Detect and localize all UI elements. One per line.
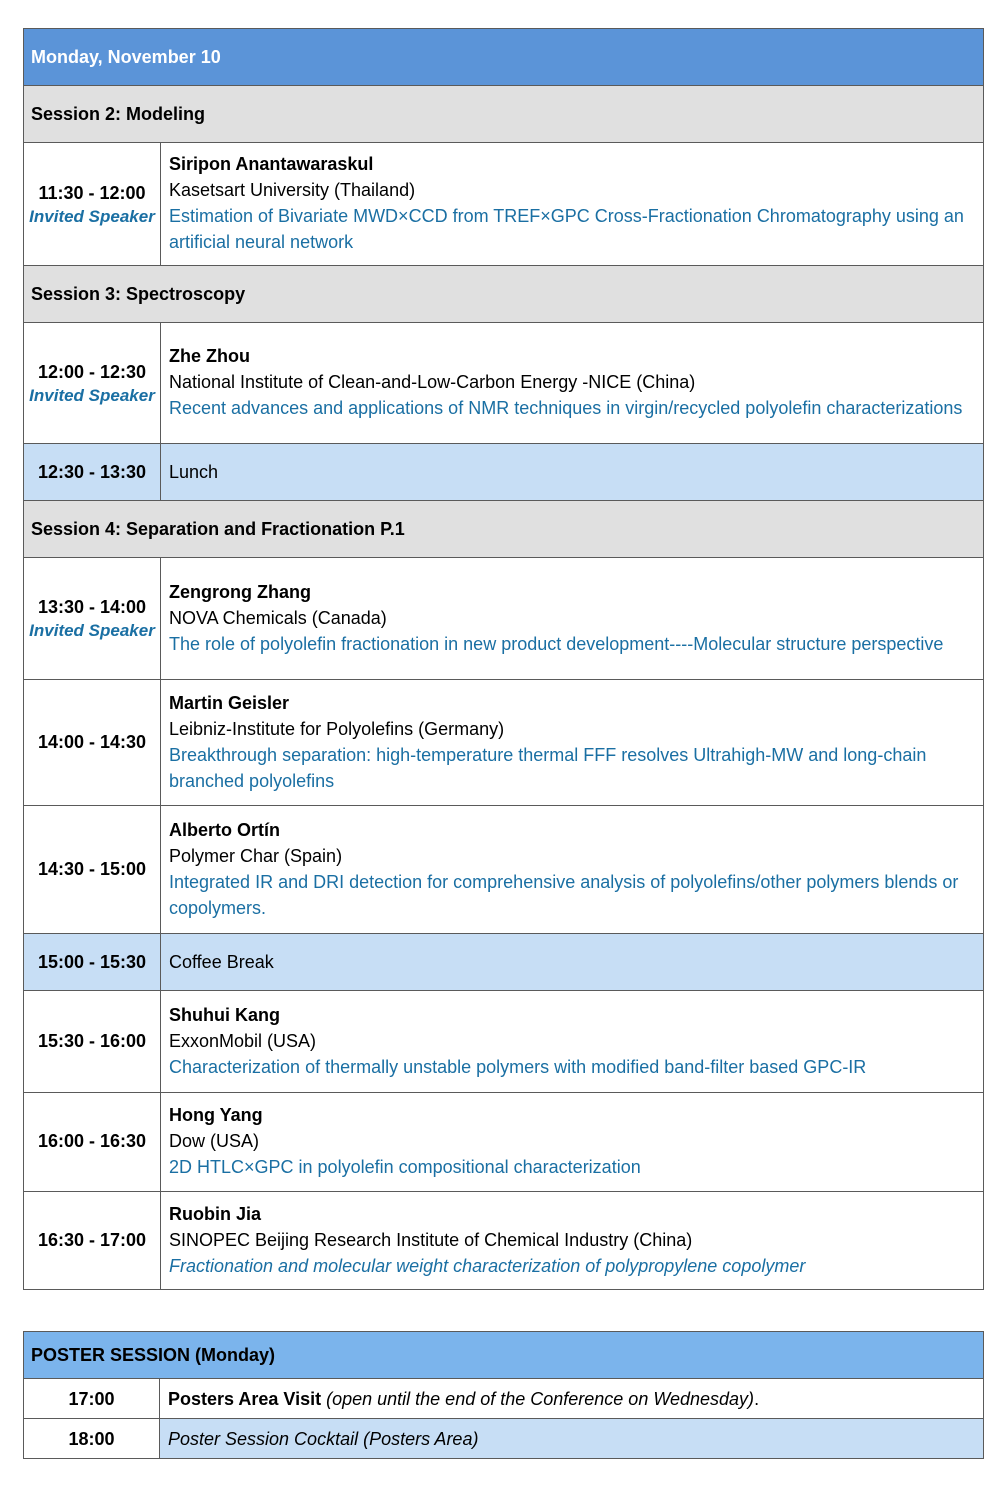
- break-time: 12:30 - 13:30: [24, 444, 161, 501]
- poster-header: POSTER SESSION (Monday): [24, 1332, 984, 1379]
- speaker-affiliation: Dow (USA): [169, 1131, 260, 1151]
- talk-row: [24, 1192, 984, 1290]
- poster-row: [24, 1379, 984, 1419]
- talk-details: [161, 806, 984, 934]
- talk-row: [24, 1093, 984, 1192]
- talk-title: Estimation of Bivariate MWD×CCD from TREF×GPC Cross-Fractionation Chromatography using an artificial neural network: [169, 206, 964, 252]
- talk-row: [24, 991, 984, 1093]
- poster-details: Poster Session Cocktail (Posters Area): [160, 1419, 984, 1459]
- speaker-affiliation: Polymer Char (Spain): [169, 845, 343, 866]
- day-header: Monday, November 10: [24, 29, 984, 86]
- talk-title: The role of polyolefin fractionation in new product development----Molecular structure perspective: [169, 633, 944, 654]
- talk-details: [161, 991, 984, 1093]
- talk-title: Characterization of thermally unstable polymers with modified band-filter based GPC-IR: [169, 1056, 867, 1077]
- talk-row: [24, 680, 984, 806]
- talk-details: [161, 143, 984, 266]
- speaker-affiliation: ExxonMobil (USA): [169, 1030, 317, 1051]
- speaker-affiliation: Kasetsart University (Thailand): [169, 180, 416, 200]
- talk-details: [161, 1093, 984, 1192]
- poster-visit-label: Posters Area Visit: [168, 1388, 322, 1409]
- talk-title: Breakthrough separation: high-temperature thermal FFF resolves Ultrahigh-MW and long-chain branched polyolefins: [169, 744, 927, 791]
- talk-row: [24, 806, 984, 934]
- break-row: [24, 444, 984, 501]
- talk-time: 15:30 - 16:00: [24, 991, 161, 1093]
- poster-session-table: [23, 1331, 984, 1459]
- break-label: Coffee Break: [161, 934, 984, 991]
- speaker-name: Ruobin Jia: [169, 1203, 262, 1224]
- break-time: 15:00 - 15:30: [24, 934, 161, 991]
- session-title: Session 2: Modeling: [24, 86, 984, 143]
- speaker-affiliation: NOVA Chemicals (Canada): [169, 607, 387, 628]
- talk-time: 14:30 - 15:00: [24, 806, 161, 934]
- talk-details: [161, 323, 984, 444]
- speaker-name: Hong Yang: [169, 1105, 263, 1125]
- talk-row: [24, 558, 984, 680]
- talk-time: 16:30 - 17:00: [24, 1192, 161, 1290]
- break-label: Lunch: [161, 444, 984, 501]
- speaker-name: Alberto Ortín: [169, 819, 280, 840]
- poster-time: 17:00: [24, 1379, 160, 1419]
- invited-speaker-label: Invited Speaker: [29, 206, 155, 226]
- poster-row: [24, 1419, 984, 1459]
- poster-details: Posters Area Visit (open until the end of the Conference on Wednesday).: [160, 1379, 984, 1419]
- poster-time: 18:00: [24, 1419, 160, 1459]
- speaker-name: Zhe Zhou: [169, 346, 250, 366]
- talk-time: 12:00 - 12:30 Invited Speaker: [24, 323, 161, 444]
- speaker-name: Siripon Anantawaraskul: [169, 154, 374, 174]
- speaker-affiliation: SINOPEC Beijing Research Institute of Chemical Industry (China): [169, 1229, 693, 1250]
- talk-row: [24, 323, 984, 444]
- speaker-name: Zengrong Zhang: [169, 581, 311, 602]
- talk-title: Recent advances and applications of NMR techniques in virgin/recycled polyolefin characterizations: [169, 398, 963, 418]
- talk-time: 16:00 - 16:30: [24, 1093, 161, 1192]
- speaker-name: Martin Geisler: [169, 692, 290, 713]
- session-row: [24, 86, 984, 143]
- poster-header-row: [24, 1332, 984, 1379]
- talk-title: Integrated IR and DRI detection for comprehensive analysis of polyolefins/other polymers blends or copolymers.: [169, 871, 959, 918]
- talk-details: [161, 680, 984, 806]
- monday-schedule-table: [23, 28, 984, 1290]
- session-row: [24, 501, 984, 558]
- poster-visit-note: (open until the end of the Conference on Wednesday): [321, 1388, 755, 1409]
- speaker-name: Shuhui Kang: [169, 1004, 280, 1025]
- speaker-affiliation: Leibniz-Institute for Polyolefins (Germany): [169, 718, 505, 739]
- day-header-row: [24, 29, 984, 86]
- talk-details: [161, 1192, 984, 1290]
- invited-speaker-label: Invited Speaker: [29, 385, 155, 405]
- talk-time: 11:30 - 12:00 Invited Speaker: [24, 143, 161, 266]
- invited-speaker-label: Invited Speaker: [29, 621, 155, 640]
- talk-time: 14:00 - 14:30: [24, 680, 161, 806]
- talk-title: 2D HTLC×GPC in polyolefin compositional characterization: [169, 1157, 641, 1177]
- session-row: [24, 266, 984, 323]
- talk-title: Fractionation and molecular weight characterization of polypropylene copolymer: [169, 1255, 806, 1276]
- talk-row: [24, 143, 984, 266]
- session-title: Session 4: Separation and Fractionation P.1: [24, 501, 984, 558]
- talk-time: 13:30 - 14:00 Invited Speaker: [24, 558, 161, 680]
- session-title: Session 3: Spectroscopy: [24, 266, 984, 323]
- speaker-affiliation: National Institute of Clean-and-Low-Carbon Energy -NICE (China): [169, 372, 696, 392]
- talk-details: [161, 558, 984, 680]
- break-row: [24, 934, 984, 991]
